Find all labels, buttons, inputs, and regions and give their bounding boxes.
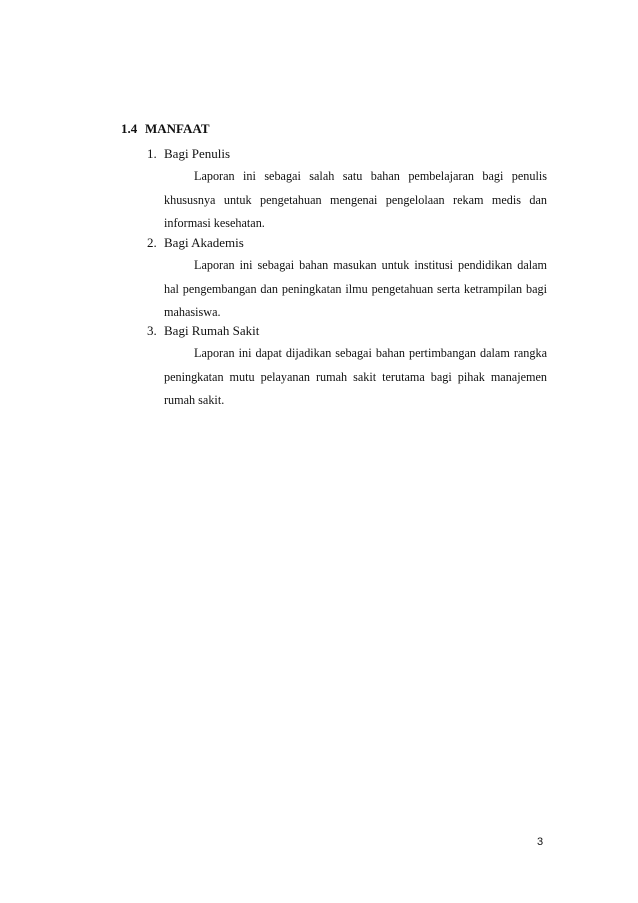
list-item-title: Bagi Rumah Sakit (164, 323, 260, 338)
list-item-paragraph: Laporan ini sebagai salah satu bahan pembelajaran bagi penulis khususnya untuk pengetahuan mengenai pengelolaan rekam medis dan informasi kesehatan. (164, 169, 547, 230)
list-item (147, 323, 547, 413)
section-number: 1.4 (121, 121, 138, 136)
section-heading (121, 121, 210, 137)
list-item-number: 1. (147, 146, 157, 161)
list-item-heading (147, 235, 547, 251)
list-item (147, 146, 547, 236)
list-item-paragraph: Laporan ini sebagai bahan masukan untuk institusi pendidikan dalam hal pengembangan dan peningkatan ilmu pengetahuan serta ketrampilan bagi mahasiswa. (164, 258, 547, 319)
list-item-title: Bagi Penulis (164, 146, 231, 161)
list-item-title: Bagi Akademis (164, 235, 244, 250)
list-item-number: 2. (147, 235, 157, 250)
list-item-number: 3. (147, 323, 157, 338)
section-title: MANFAAT (145, 121, 210, 136)
list-item-heading (147, 323, 547, 339)
list-item-paragraph: Laporan ini dapat dijadikan sebagai bahan pertimbangan dalam rangka peningkatan mutu pelayanan rumah sakit terutama bagi pihak manajemen rumah sakit. (164, 346, 547, 407)
list-item (147, 235, 547, 325)
list-item-heading (147, 146, 547, 162)
page-number: 3 (537, 836, 544, 848)
